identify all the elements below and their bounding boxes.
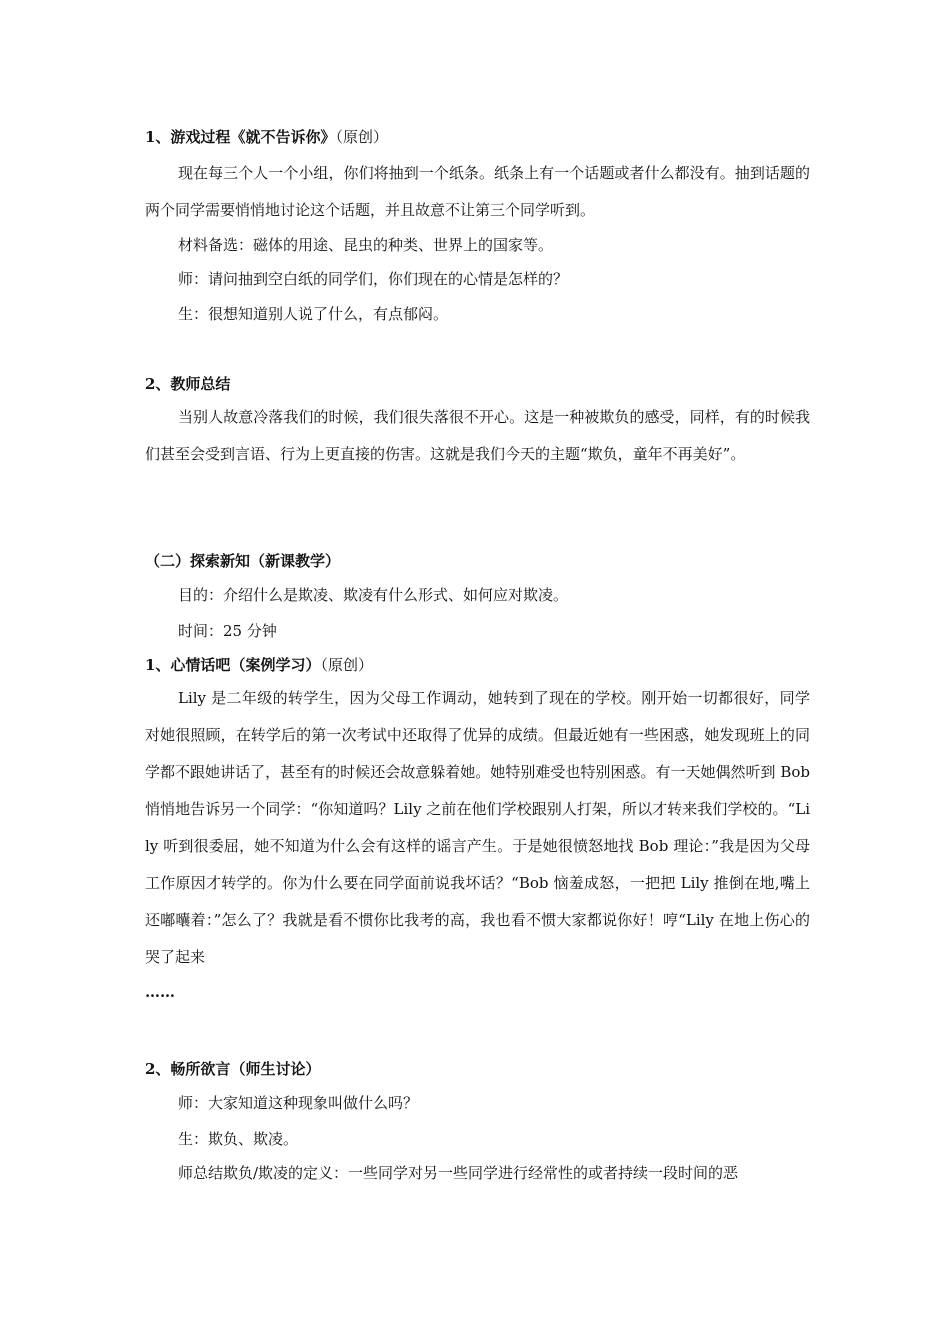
paragraph-case-story: Lily 是二年级的转学生，因为父母工作调动，她转到了现在的学校。刚开始一切都很好，同学对她很照顾，在转学后的第一次考试中还取得了优异的成绩。但最近她有一些困惑，她发现班上的同学都不跟她讲话了，甚至有的时候还会故意躲着她。她特别难受也特别困惑。有一天她偶然听到 Bob 悄悄地告诉另一个同学：“你知道吗？Lily 之前在他们学校跟别人打架，所以才转来我们学校的。“Lily 听到很委屈，她不知道为什么会有这样的谣言产生。于是她很愤怒地找 Bob 理论：”我是因为父母工作原因才转学的。你为什么要在同学面前说我坏话？“Bob 恼羞成怒，一把把 Lily 推倒在地,嘴上还嘟囔着：”怎么了？我就是看不惯你比我考的高，我也看不惯大家都说你好！哼“Lily 在地上伤心的哭了起来: [145, 689, 810, 966]
heading-text: 1、心情话吧（案例学习）: [145, 656, 321, 674]
section-heading-discussion: 2、畅所欲言（师生讨论）: [145, 1060, 321, 1078]
section-heading-summary: 2、教师总结: [145, 375, 231, 393]
heading-note: （原创）: [320, 656, 373, 674]
section-heading-case: [145, 653, 810, 677]
paragraph-summary: 当别人故意冷落我们的时候，我们很失落很不开心。这是一种被欺负的感受，同样，有的时候我们甚至会受到言语、行为上更直接的伤害。这就是我们今天的主题“欺负，童年不再美好”。: [145, 408, 810, 463]
heading-note: （原创）: [335, 128, 388, 146]
paragraph-discussion-teacher: 师：大家知道这种现象叫做什么吗？: [178, 1094, 419, 1112]
paragraph-time: 时间：25 分钟: [178, 622, 277, 640]
paragraph-goal: 目的：介绍什么是欺凌、欺凌有什么形式、如何应对欺凌。: [178, 586, 569, 604]
paragraph-discussion-student: 生：欺负、欺凌。: [178, 1130, 299, 1148]
paragraph-materials: 材料备选：磁体的用途、昆虫的种类、世界上的国家等。: [178, 236, 554, 254]
part-heading-explore: （二）探索新知（新课教学）: [145, 552, 341, 570]
paragraph-definition: 师总结欺负/欺凌的定义：一些同学对另一些同学进行经常性的或者持续一段时间的恶: [178, 1164, 739, 1182]
story-ellipsis: ……: [145, 983, 175, 1001]
paragraph-game-rules: 现在每三个人一个小组，你们将抽到一个纸条。纸条上有一个话题或者什么都没有。抽到话题的两个同学需要悄悄地讨论这个话题，并且故意不让第三个同学听到。: [145, 164, 810, 219]
paragraph-student-answer: 生：很想知道别人说了什么，有点郁闷。: [178, 305, 449, 323]
section-heading-game: [145, 125, 810, 149]
paragraph-teacher-question: 师：请问抽到空白纸的同学们，你们现在的心情是怎样的？: [178, 270, 569, 288]
heading-text: 1、游戏过程《就不告诉你》: [145, 128, 336, 146]
